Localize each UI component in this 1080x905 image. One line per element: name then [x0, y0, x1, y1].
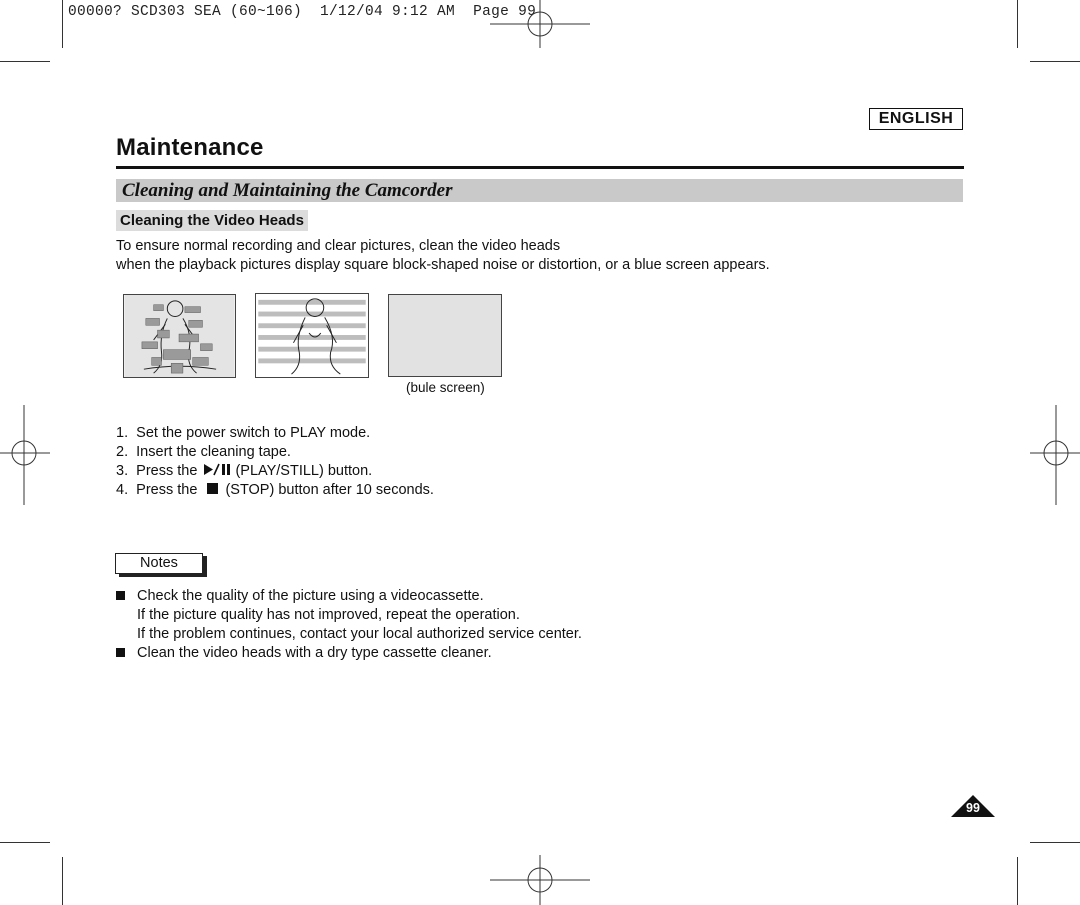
page-number-badge [951, 795, 995, 817]
square-bullet-icon [116, 591, 125, 600]
stop-icon [207, 483, 221, 495]
subsection-title: Cleaning the Video Heads [116, 210, 308, 231]
step-number: 2. [116, 444, 129, 460]
list-item [116, 462, 434, 481]
list-item [116, 443, 434, 462]
language-badge: ENGLISH [869, 108, 963, 130]
note-line: If the picture quality has not improved, repeat the operation. [137, 607, 520, 623]
step-text: Set the power switch to PLAY mode. [136, 425, 371, 441]
registration-mark-top-icon [490, 0, 590, 50]
block-noise-picture-icon [123, 294, 236, 378]
step-text: (PLAY/STILL) button. [235, 463, 373, 479]
note-line: If the problem continues, contact your local authorized service center. [137, 626, 582, 642]
list-item [116, 587, 582, 644]
step-text: Press the [136, 482, 198, 498]
blue-screen-caption: (bule screen) [406, 380, 485, 395]
page-number: 99 [966, 801, 980, 815]
note-line: Check the quality of the picture using a videocassette. [137, 588, 484, 604]
intro-paragraph [116, 237, 770, 275]
step-text: Insert the cleaning tape. [136, 444, 291, 460]
step-text: (STOP) button after 10 seconds. [225, 482, 434, 498]
list-item [116, 424, 434, 443]
steps-list [116, 424, 434, 500]
note-line: Clean the video heads with a dry type cassette cleaner. [137, 645, 492, 661]
list-item [116, 644, 582, 663]
list-item [116, 481, 434, 500]
page-title: Maintenance [116, 134, 264, 161]
distortion-picture-icon [255, 293, 369, 378]
play-pause-icon [204, 463, 234, 476]
notes-list [116, 587, 582, 663]
section-title: Cleaning and Maintaining the Camcorder [122, 180, 453, 201]
step-number: 3. [116, 463, 129, 479]
step-number: 1. [116, 425, 129, 441]
registration-mark-right-icon [1030, 405, 1080, 505]
intro-line: To ensure normal recording and clear pictures, clean the video heads [116, 238, 561, 254]
registration-mark-left-icon [0, 405, 50, 505]
intro-line: when the playback pictures display square block-shaped noise or distortion, or a blue screen appears. [116, 257, 770, 273]
step-text: Press the [136, 463, 198, 479]
print-header: 00000? SCD303 SEA (60~106) 1/12/04 9:12 AM Page 99 [68, 4, 537, 20]
step-number: 4. [116, 482, 129, 498]
square-bullet-icon [116, 648, 125, 657]
registration-mark-bottom-icon [490, 855, 590, 905]
notes-tab: Notes [115, 553, 203, 574]
title-divider [116, 166, 964, 169]
blue-screen-picture-icon [388, 294, 502, 377]
